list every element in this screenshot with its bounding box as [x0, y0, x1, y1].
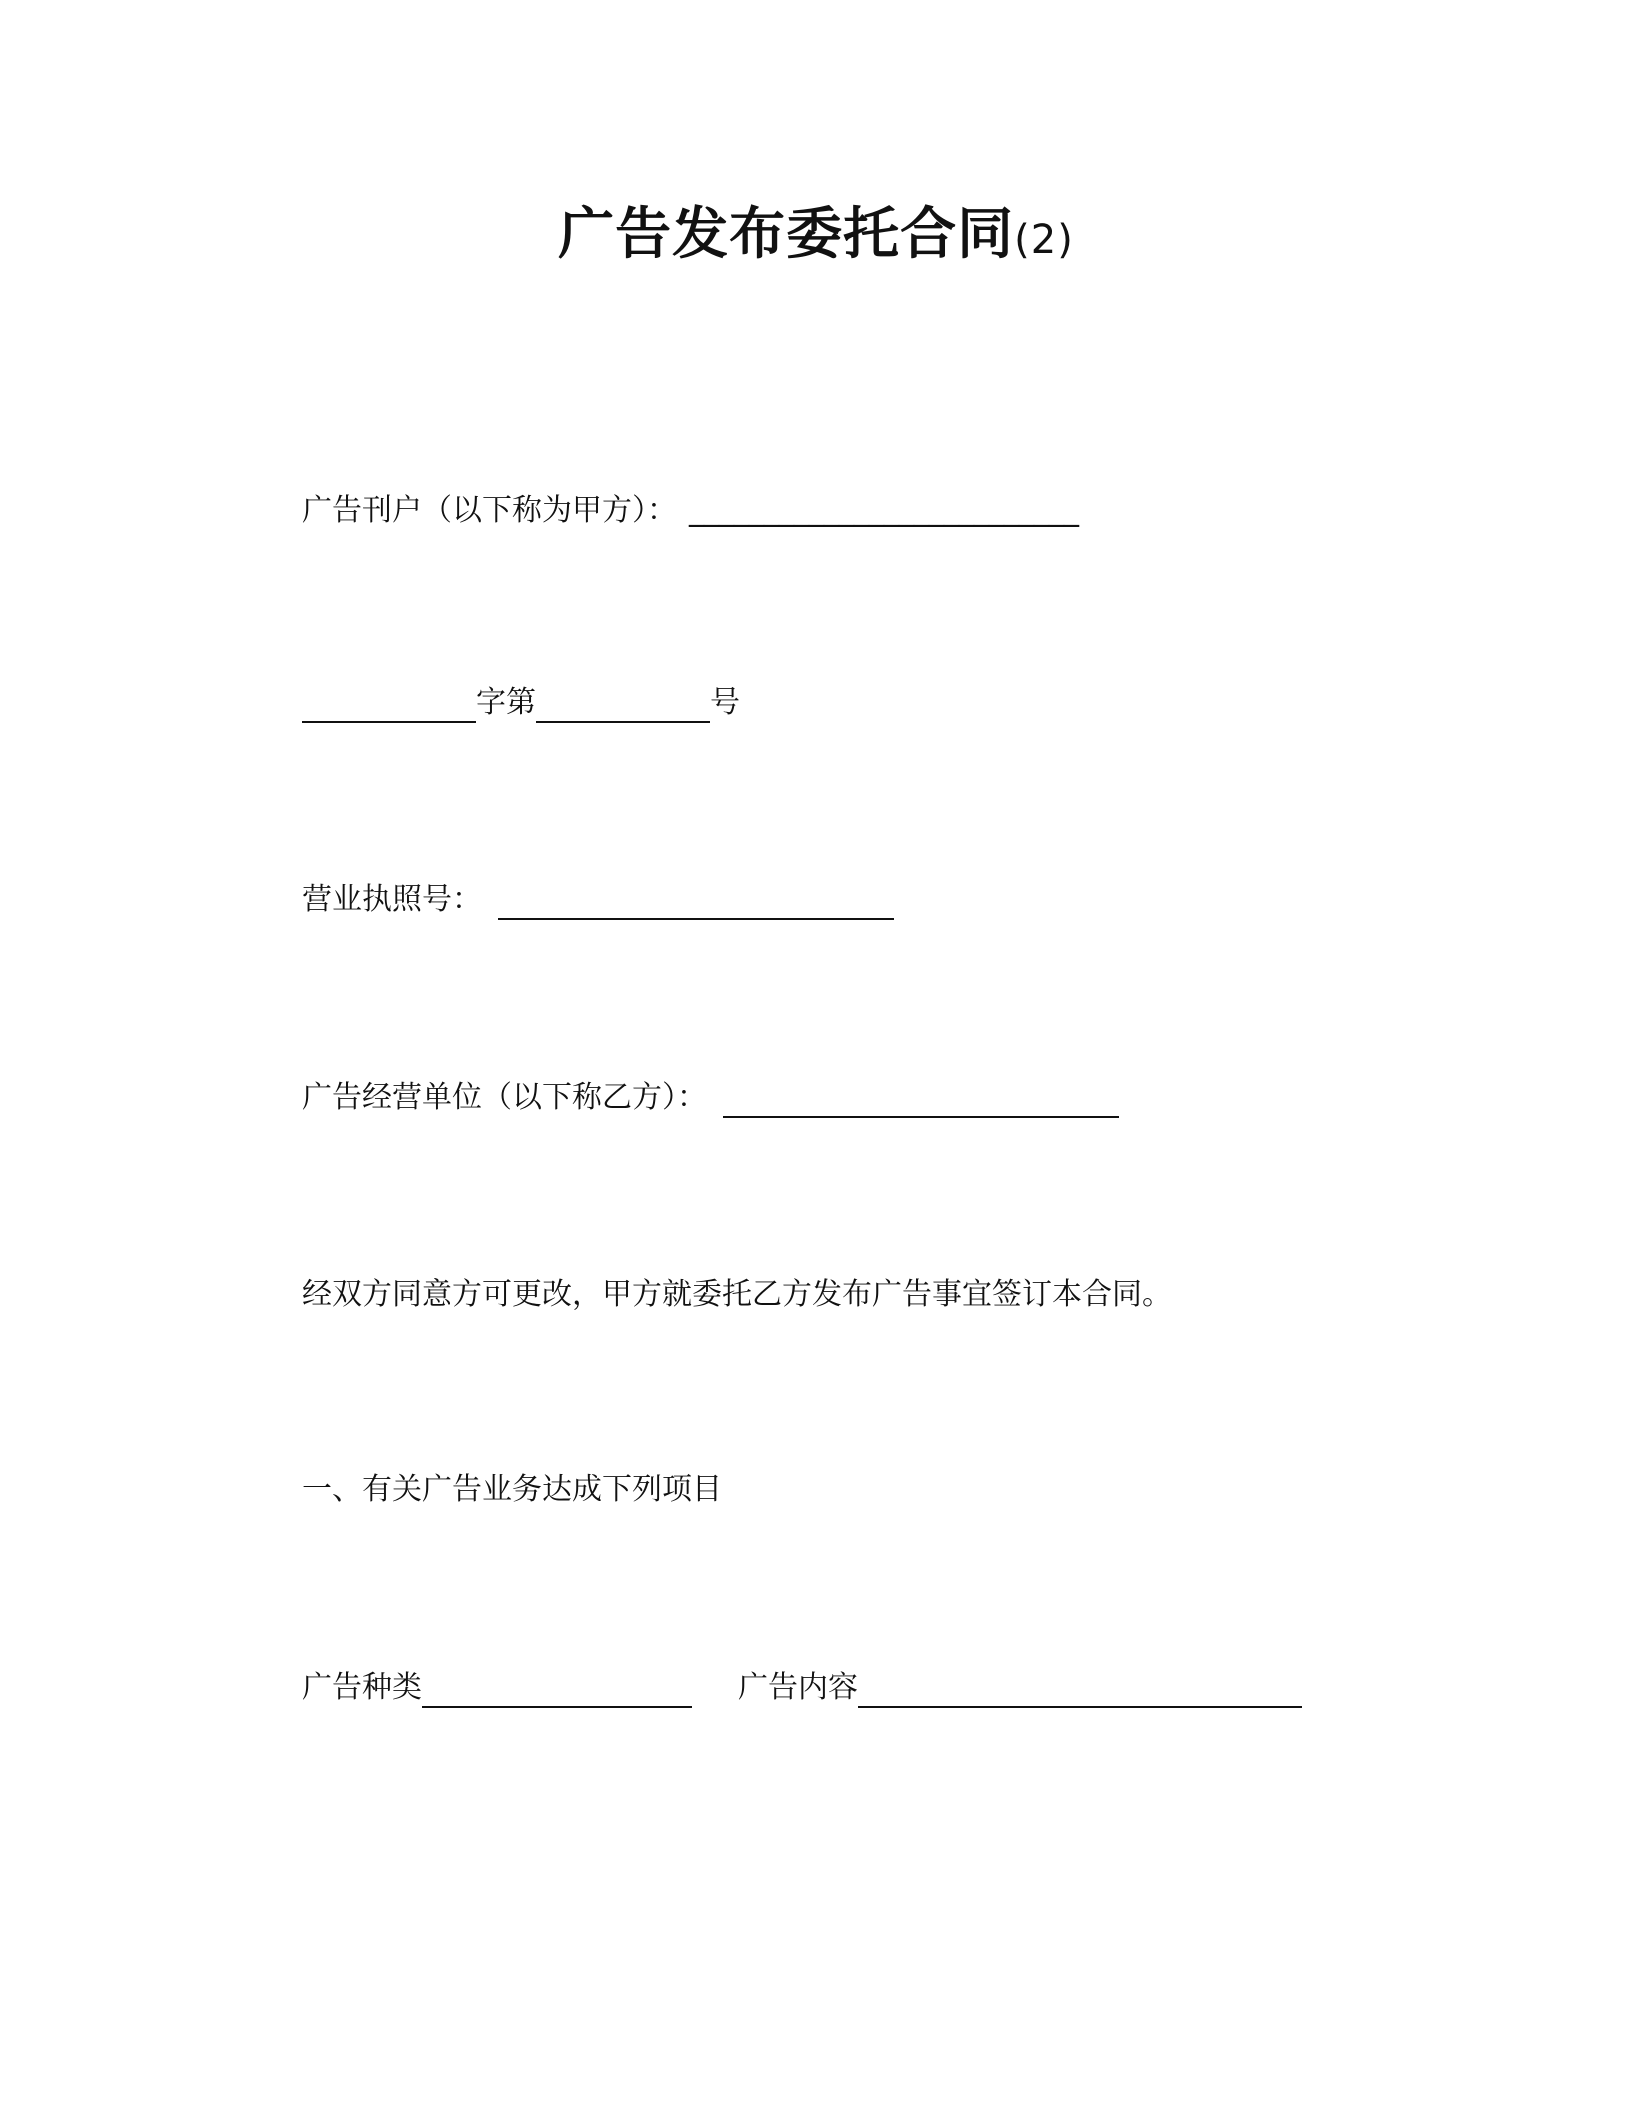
ad-type-label: 广告种类 — [302, 1670, 422, 1705]
document-title — [0, 200, 1632, 275]
license-line — [302, 880, 894, 920]
agreement-line — [302, 1275, 1172, 1315]
reference-hao-label: 号 — [710, 685, 740, 720]
party-b-line — [302, 1078, 1119, 1118]
reference-number-line — [302, 683, 740, 723]
title-suffix: (2) — [1014, 217, 1074, 263]
party-a-label: 广告刊户（以下称为甲方）： — [302, 493, 677, 528]
license-blank — [498, 880, 894, 920]
agreement-text: 经双方同意方可更改，甲方就委托乙方发布广告事宜签订本合同。 — [302, 1277, 1172, 1312]
ad-details-line — [302, 1668, 1302, 1708]
party-b-blank — [723, 1078, 1119, 1118]
party-a-line — [302, 491, 1079, 531]
license-label: 营业执照号： — [302, 882, 482, 917]
title-text: 广告发布委托合同 — [558, 202, 1015, 267]
section-1-heading-text: 一、有关广告业务达成下列项目 — [302, 1472, 722, 1507]
section-1-heading — [302, 1470, 722, 1510]
ad-content-label: 广告内容 — [738, 1670, 858, 1705]
reference-number-blank — [536, 683, 710, 723]
ad-type-blank — [422, 1668, 692, 1708]
reference-zi-label: 字第 — [476, 685, 536, 720]
party-b-label: 广告经营单位（以下称乙方）： — [302, 1080, 707, 1115]
ad-content-blank — [858, 1668, 1302, 1708]
reference-prefix-blank — [302, 683, 476, 723]
party-a-blank: __________________________ — [689, 493, 1079, 528]
